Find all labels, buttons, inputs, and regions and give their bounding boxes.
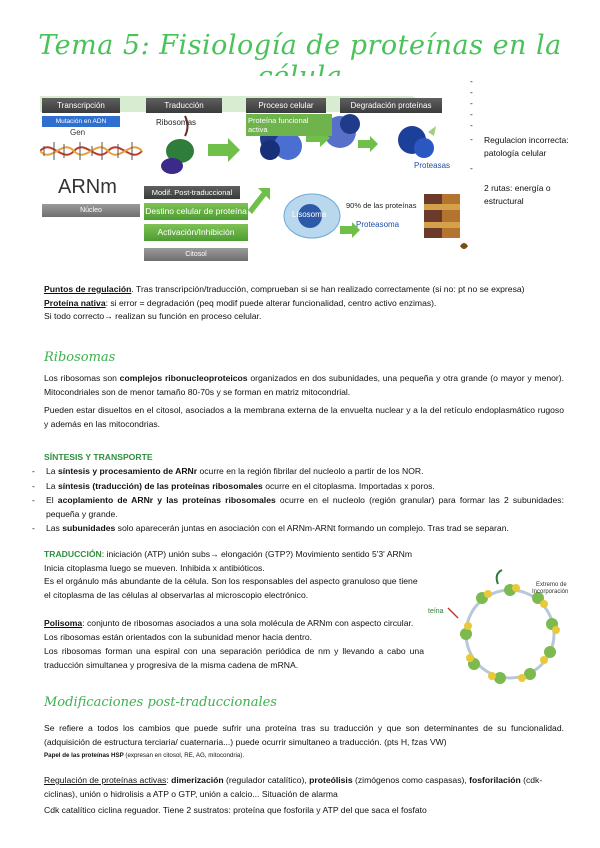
sintesis-item-1: - La síntesis y procesamiento de ARNr ocurre en la región fibrilar del nucleolo a partir de los NOR. xyxy=(30,465,564,479)
ribosomas-p2: Pueden estar disueltos en el citosol, asociados a la membrana externa de la envuelta nuclear y a la del retículo endoplasmático rugoso y además en las mitocondrias. xyxy=(44,405,564,429)
page-title: Tema 5: Fisiología de proteínas en la xyxy=(38,30,562,61)
lisosoma-label: Lisosoma xyxy=(292,210,327,219)
traduccion-line3: Es el orgánulo más abundante de la célula. Son los responsables del aspecto granuloso que tiene el citoplasma de las células al observarlas al microscopio electrónico. xyxy=(44,576,418,600)
ribosomas-p1: Los ribosomas son complejos ribonucleoproteicos organizados en dos subunidades, una pequeña y otra grande (o mayor y menor). Mitocondriales son de menor tamaño 80-70s y se forman en matriz mitocondrial. xyxy=(44,373,565,397)
polysome-side-label: teína xyxy=(428,608,444,615)
polysome-label-2: Incorporación xyxy=(532,589,569,595)
intro-p1: Puntos de regulación. Tras transcripción/traducción, comprueban si se han realizado correctamente (si no: pt no se expresa) xyxy=(44,284,525,294)
ribosomas-heading: Ribosomas xyxy=(44,350,116,365)
side-empty-bullet-last: - xyxy=(470,163,473,173)
side-empty-bullets: - - - - - xyxy=(470,76,473,130)
arnm-label: ARNm xyxy=(58,176,117,198)
modif-post-traduccional: Modif. Post-traduccional xyxy=(144,186,240,199)
side-regulacion: - Regulacion incorrecta: patología celular xyxy=(470,134,569,158)
stage-proceso-celular: Proceso celular xyxy=(246,98,326,113)
traduccion-line2: Inicia citoplasma luego se mueven. Inhibida x antibióticos. xyxy=(44,562,265,573)
traduccion-line1: TRADUCCIÓN: iniciación (ATP) unión subs→ elongación (GTP?) Movimiento sentido 5'3' ARNm xyxy=(44,549,413,559)
modificaciones-heading: Modificaciones post-traduccionales xyxy=(44,695,277,710)
sintesis-item-2: - La síntesis (traducción) de las proteínas ribosomales ocurre en el citoplasma. Importadas x poros. xyxy=(30,480,564,494)
noventa-label: 90% de las proteínas xyxy=(346,201,417,210)
intro-block xyxy=(44,283,564,324)
stage-transcripcion: Transcripción xyxy=(42,98,120,113)
protein-lifecycle-diagram xyxy=(40,76,470,266)
gen-label: Gen xyxy=(70,128,86,137)
sintesis-item-4: - Las subunidades solo aparecerán juntas en asociación con el ARNm-ARNt formando un complejo. Tras trad se separan. xyxy=(30,522,564,536)
polisoma-p2: Los ribosomas forman una espiral con una separación periódica de nm y llevando a cabo una traducción simultanea y progresiva de la misma cadena de mRNA. xyxy=(44,646,424,670)
side-rutas: 2 rutas: energía o estructural xyxy=(484,183,551,206)
destino-celular: Destino celular de proteína xyxy=(144,203,248,220)
proteasoma-label: Proteasoma xyxy=(356,220,400,229)
modificaciones-p1: Se refiere a todos los cambios que puede sufrir una proteína tras su traducción y que son determinantes de su funcionalidad. (adquisición de estructura terciaria/ cuaternaria...) puede ocurrir simultaneo a traducción. (pts H, fzas VW) xyxy=(44,723,564,747)
intro-p3: Si todo correcto→ realizan su función en proceso celular. xyxy=(44,311,262,322)
activacion-inhibicion: Activación/Inhibición xyxy=(144,224,248,241)
mutacion-label: Mutación en ADN xyxy=(42,116,120,127)
polysome-label-1: Extremo de xyxy=(536,582,567,588)
proteina-funcional-label: Proteína funcional activa xyxy=(246,114,332,136)
stage-traduccion: Traducción xyxy=(146,98,222,113)
proteasas-label: Proteasas xyxy=(414,161,451,170)
sintesis-item-3: - El acoplamiento de ARNr y las proteínas ribosomales ocurre en el nucleolo (región granular) para formar las 2 subunidades: pequeña y grande. xyxy=(30,494,564,521)
stage-degradacion: Degradación proteínas xyxy=(340,98,442,113)
polysome-figure xyxy=(428,568,578,693)
ribosomas-label: Ribosomas xyxy=(156,118,197,127)
sintesis-heading: SÍNTESIS Y TRANSPORTE xyxy=(44,452,153,462)
regulacion-proteinas: Regulación de proteínas activas: dimerización (regulador catalítico), proteólisis (zimógenos como caspasas), fosforilación (cdk-ciclinas), unión o hidrolisis a ATP o GTP, unión a calcio... Situación de alarma xyxy=(44,775,543,799)
modificaciones-small: Papel de las proteínas HSP (expresan en citosol, RE, AG, mitocondria). xyxy=(44,752,245,759)
intro-p2: Proteína nativa: si error = degradación (peq modif puede alterar funcionalidad, centro activo enzimas). xyxy=(44,297,437,308)
polisoma-p1: Polisoma: conjunto de ribosomas asociados a una sola molécula de ARNm con aspecto circular. Los ribosomas están orientados con la subunidad menor hacia dentro. xyxy=(44,618,414,642)
proteasome-graphic xyxy=(424,194,460,238)
side-list xyxy=(470,76,590,208)
citosol-label: Citosol xyxy=(144,248,248,261)
cdk-line: Cdk catalítico ciclina reguador. Tiene 2 sustratos: proteína que fosforila y ATP del que saca el fosfato xyxy=(44,805,427,815)
nucleo-label: Núcleo xyxy=(42,204,140,217)
sintesis-list xyxy=(30,465,564,536)
